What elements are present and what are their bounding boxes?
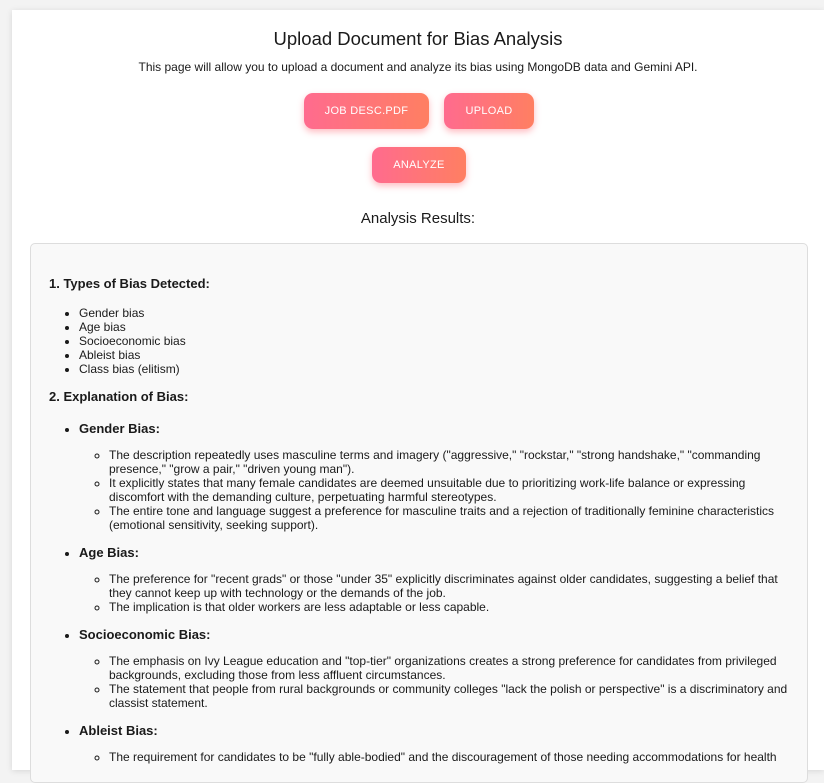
page-title: Upload Document for Bias Analysis — [273, 28, 563, 49]
bias-categories-list — [49, 422, 791, 764]
list-item: ◦ The description repeatedly uses masculine terms and imagery ("aggressive," "rockstar," "strong handshake," "commanding presence," "grow a pair," "driven young man"). — [109, 448, 791, 476]
list-item: • Socioeconomic bias — [79, 334, 791, 348]
category-points — [79, 448, 791, 532]
category-title: • Age Bias: — [79, 545, 139, 560]
category-age — [79, 546, 791, 614]
bias-types-list — [49, 306, 791, 376]
list-item: ◦ The preference for "recent grads" or those "under 35" explicitly discriminates against older candidates, suggesting a belief that they cannot keep up with technology or the demands of the job. — [109, 572, 791, 600]
list-item: ◦ The emphasis on Ivy League education and "top-tier" organizations creates a strong preference for candidates from privileged backgrounds, excluding those from less affluent circumstances. — [109, 654, 791, 682]
list-item: • Gender bias — [79, 306, 791, 320]
category-points — [79, 572, 791, 614]
list-item: • Age bias — [79, 320, 791, 334]
list-item: ◦ The entire tone and language suggest a preference for masculine traits and a rejection of traditionally feminine characteristics (emotional sensitivity, seeking support). — [109, 504, 791, 532]
category-title: • Gender Bias: — [79, 421, 160, 436]
page-description: This page will allow you to upload a document and analyze its bias using MongoDB data and Gemini API. — [138, 60, 698, 74]
list-item: ◦ It explicitly states that many female candidates are deemed unsuitable due to prioritizing work-life balance or expressing discomfort with the demanding culture, perpetuating harmful stereotypes. — [109, 476, 791, 504]
list-item: ◦ The statement that people from rural backgrounds or community colleges "lack the polish or perspective" is a discriminatory and classist statement. — [109, 682, 791, 710]
results-content — [49, 277, 791, 778]
category-points — [79, 654, 791, 710]
category-title: • Socioeconomic Bias: — [79, 627, 211, 642]
list-item: • Ableist bias — [79, 348, 791, 362]
category-points — [79, 750, 791, 764]
upload-button[interactable]: UPLOAD — [444, 93, 534, 129]
category-title: • Ableist Bias: — [79, 723, 158, 738]
results-panel — [30, 243, 808, 783]
bias-explanation-heading: 2. Explanation of Bias: — [49, 389, 189, 404]
list-item: ◦ The implication is that older workers are less adaptable or less capable. — [109, 600, 791, 614]
bias-types-heading: 1. Types of Bias Detected: — [49, 276, 210, 291]
category-gender — [79, 422, 791, 532]
list-item: ◦ The requirement for candidates to be "fully able-bodied" and the discouragement of those needing accommodations for health — [109, 750, 791, 764]
category-socioeconomic — [79, 628, 791, 710]
analyze-button[interactable]: ANALYZE — [372, 147, 466, 183]
list-item: • Class bias (elitism) — [79, 362, 791, 376]
results-heading: Analysis Results: — [360, 210, 476, 227]
choose-file-button[interactable]: JOB DESC.PDF — [304, 93, 429, 129]
category-ableist — [79, 724, 791, 764]
upload-card — [12, 10, 824, 770]
